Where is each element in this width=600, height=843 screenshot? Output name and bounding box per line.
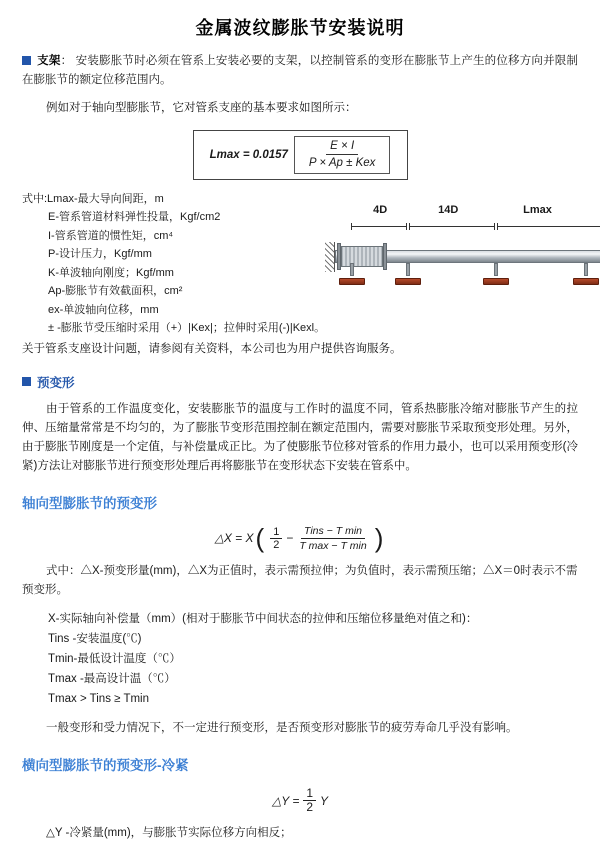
legend-item: I-管系管道的惯性矩，cm⁴ — [48, 229, 174, 242]
section-bracket: 支架： 安装膨胀节时必须在管系上安装必要的支架，以控制管系的变形在膨胀节上产生的位移方向并限制在膨胀节的额定位移范围内。 — [22, 55, 578, 86]
subsection-lateral-heading: 横向型膨胀节的预变形-冷紧 — [22, 757, 189, 773]
legend-item: 式中:Lmax-最大导向间距，m — [22, 192, 164, 205]
equation-axial-fraction — [296, 525, 369, 552]
axial-note: Tmax -最高设计温（℃） — [48, 672, 176, 685]
formula-lmax-denominator: P × Ap ± Kex — [308, 157, 376, 170]
pipe-support — [395, 263, 421, 285]
half-numerator: 1 — [270, 526, 282, 539]
formula-lmax-fraction — [294, 136, 391, 174]
section-bracket-example: 例如对于轴向型膨胀节，它对管系支座的基本要求如图所示： — [46, 102, 357, 114]
legend-figure-row — [22, 182, 578, 338]
fraction-numerator: Tins − T min — [301, 525, 365, 539]
equation-lateral-rhs: Y — [320, 793, 329, 808]
paren-open: ( — [255, 522, 265, 553]
lateral-note: △Y -冷紧量(mm)，与膨胀节实际位移方向相反； — [46, 827, 292, 840]
formula-lmax-lhs: Lmax = 0.0157 — [209, 148, 288, 161]
document-body — [0, 52, 600, 843]
axial-note: 一般变形和受力情况下，不一定进行预变形，是否预变形对膨胀节的疲劳寿命几乎没有影响。 — [46, 721, 518, 734]
support-post — [584, 263, 588, 276]
equation-axial — [22, 522, 578, 553]
legend-item: K-单波轴向刚度；Kgf/mm — [48, 266, 174, 279]
legend-item: Ap-膨胀节有效截面积，cm² — [48, 285, 183, 298]
formula-lmax — [193, 130, 408, 180]
pipe-support — [483, 263, 509, 285]
dimline-4d — [351, 226, 407, 227]
subsection-axial-heading: 轴向型膨胀节的预变形 — [22, 495, 157, 511]
figure-label-14d: 14D — [438, 203, 459, 216]
paren-close: ) — [374, 522, 384, 553]
axial-note: Tins -安装温度(℃) — [48, 632, 142, 645]
equation-axial-lhs: △X = X — [214, 531, 254, 546]
wall-hatching — [325, 242, 335, 272]
page-title: 金属波纹膨胀节安装说明 — [195, 18, 405, 38]
section-predeform-text: 由于管系的工作温度变化，安装膨胀节的温度与工作时的温度不同，管系热膨胀冷缩对膨胀节产生的拉伸、压缩量常常是不均匀的，为了膨胀节变形范围控制在额定范围内，需要对膨胀节采取预变形处理。另外，由于膨胀节刚度是一个定值，与补偿量成正比。为了使膨胀节位移对管系的作用力最小，也可以采用预变形(冷紧)方法让对膨胀节进行预变形处理后再将膨胀节在变形状态下安装在管系中。 — [22, 402, 578, 472]
square-bullet-icon — [22, 377, 31, 386]
formula-legend — [22, 190, 325, 338]
legend-item: ex-单波轴向位移，mm — [48, 303, 159, 316]
pipe-support — [573, 263, 599, 285]
figure-pipe-assembly — [325, 234, 600, 296]
legend-tail-text: 关于管系支座设计问题，请参阅有关资料，本公司也为用户提供咨询服务。 — [22, 342, 402, 355]
section-predeform-label: 预变形 — [37, 375, 75, 390]
dimline-lmax — [497, 226, 600, 227]
axial-note: 式中：△X-预变形量(mm)，△X为正值时，表示需预拉伸；为负值时，表示需预压缩；△X＝0时表示不需预变形。 — [22, 564, 578, 596]
figure-label-lmax: Lmax — [523, 203, 552, 216]
support-post — [406, 263, 410, 276]
support-base — [483, 278, 509, 285]
figure-label-4d: 4D — [373, 203, 388, 216]
section-bracket-label: 支架 — [37, 55, 61, 67]
equation-lateral-lhs: △Y = — [271, 793, 300, 808]
legend-item: ± -膨胀节受压缩时采用（+）|Kex|；拉伸时采用(-)|Kexl。 — [48, 322, 326, 335]
section-bracket-text: 安装膨胀节时必须在管系上安装必要的支架，以控制管系的变形在膨胀节上产生的位移方向并限制在膨胀节的额定位移范围内。 — [22, 55, 578, 86]
figure-axial-support-diagram — [325, 204, 600, 296]
support-post — [494, 263, 498, 276]
axial-note: Tmin-最低设计温度（℃） — [48, 652, 181, 665]
section-predeform-heading — [22, 373, 578, 391]
document-page — [0, 14, 600, 840]
support-base — [339, 278, 365, 285]
equation-lateral — [22, 787, 578, 814]
half-numerator: 1 — [303, 787, 316, 801]
pipe-support — [339, 263, 365, 285]
axial-note: X-实际轴向补偿量（mm）(相对于膨胀节中间状态的拉伸和压缩位移量绝对值之和)： — [48, 612, 478, 625]
flange — [383, 243, 387, 270]
formula-lmax-numerator: E × I — [326, 139, 358, 155]
half-denominator: 2 — [306, 800, 314, 815]
figure-dimension-labels — [325, 204, 600, 220]
half-denominator: 2 — [273, 538, 280, 551]
equation-axial-minus: − — [286, 531, 294, 546]
legend-item: P-设计压力，Kgf/mm — [48, 248, 152, 261]
support-post — [350, 263, 354, 276]
fraction-denominator: T max − T min — [299, 539, 367, 552]
support-base — [573, 278, 599, 285]
support-base — [395, 278, 421, 285]
equation-axial-half — [270, 526, 282, 551]
dimline-14d — [409, 226, 495, 227]
axial-note: Tmax > Tins ≥ Tmin — [48, 692, 149, 705]
square-bullet-icon — [22, 56, 31, 65]
figure-dimension-lines — [325, 220, 600, 234]
legend-item: E-管系管道材料弹性投量，Kgf/cm2 — [48, 211, 221, 224]
equation-lateral-half — [303, 787, 316, 814]
